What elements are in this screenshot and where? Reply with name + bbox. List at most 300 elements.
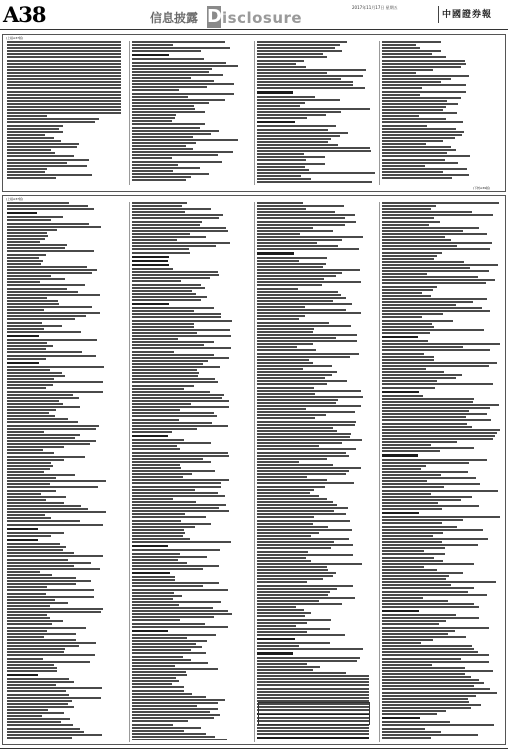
text-line — [7, 87, 121, 89]
text-line — [132, 526, 195, 528]
text-line — [7, 471, 44, 473]
text-line — [132, 708, 218, 710]
text-line — [382, 279, 495, 281]
text-line — [382, 713, 437, 715]
text-line — [257, 135, 340, 137]
text-line — [257, 648, 363, 650]
text-line — [132, 461, 211, 463]
text-line — [132, 659, 191, 661]
text-line — [132, 154, 218, 156]
subheading-line — [7, 539, 38, 541]
text-line — [7, 115, 47, 117]
text-line — [257, 248, 359, 250]
text-line — [132, 102, 209, 104]
header-rule — [0, 29, 508, 30]
text-line — [382, 550, 424, 552]
text-line — [382, 56, 446, 58]
text-line — [257, 495, 319, 497]
text-line — [382, 329, 484, 331]
text-line — [7, 94, 121, 96]
text-line — [257, 288, 298, 290]
text-line — [382, 323, 432, 325]
text-line — [382, 633, 448, 635]
text-line — [7, 391, 103, 393]
text-line — [257, 172, 375, 174]
text-line — [7, 734, 102, 736]
text-line — [257, 66, 306, 68]
text-line — [132, 221, 202, 223]
text-line — [257, 615, 305, 617]
text-line — [382, 125, 427, 127]
text-line — [382, 224, 429, 226]
text-line — [7, 375, 65, 377]
text-line — [382, 239, 451, 241]
text-line — [382, 103, 458, 105]
text-line — [382, 529, 483, 531]
text-line — [382, 310, 490, 312]
text-line — [7, 712, 64, 714]
text-line — [7, 614, 47, 616]
text-line — [382, 423, 467, 425]
text-line — [257, 645, 299, 647]
text-line — [132, 176, 191, 178]
text-line — [257, 368, 303, 370]
text-line — [257, 334, 357, 336]
text-line — [132, 83, 234, 85]
text-line — [132, 93, 234, 95]
subheading-line — [257, 121, 295, 123]
text-line — [132, 428, 197, 430]
text-line — [257, 445, 319, 447]
text-line — [257, 156, 325, 158]
text-line — [7, 596, 94, 598]
text-line — [382, 53, 432, 55]
text-line — [7, 216, 63, 218]
text-line — [132, 489, 195, 491]
text-line — [7, 421, 78, 423]
text-line — [257, 141, 328, 143]
text-line — [257, 588, 337, 590]
text-line — [7, 75, 121, 77]
text-line — [382, 146, 451, 148]
text-line — [382, 109, 443, 111]
text-line — [382, 255, 437, 257]
text-line — [382, 636, 466, 638]
text-line — [132, 375, 198, 377]
text-line — [132, 724, 173, 726]
text-line — [132, 335, 231, 337]
text-line — [257, 681, 369, 683]
text-line — [257, 405, 361, 407]
text-line — [132, 167, 200, 169]
text-line — [382, 374, 462, 376]
text-line — [7, 694, 69, 696]
subheading-line — [132, 303, 169, 305]
text-line — [132, 239, 177, 241]
text-line — [132, 693, 192, 695]
text-line — [7, 44, 121, 46]
text-line — [382, 587, 474, 589]
text-line — [257, 181, 372, 183]
text-line — [132, 211, 185, 213]
text-line — [257, 547, 331, 549]
text-line — [382, 407, 490, 409]
text-line — [132, 619, 180, 621]
text-line — [382, 221, 440, 223]
text-line — [132, 99, 225, 101]
text-line — [382, 522, 442, 524]
text-line — [382, 320, 453, 322]
text-line — [7, 238, 45, 240]
text-line — [382, 673, 465, 675]
text-line — [257, 281, 361, 283]
text-line — [382, 121, 463, 123]
text-line — [132, 739, 227, 740]
text-line — [132, 705, 197, 707]
text-line — [7, 493, 41, 495]
text-line — [257, 380, 347, 382]
text-line — [132, 80, 214, 82]
text-line — [382, 679, 479, 681]
text-line — [132, 310, 194, 312]
text-line — [132, 217, 219, 219]
text-line — [132, 607, 213, 609]
text-line — [257, 473, 346, 475]
text-line — [382, 444, 431, 446]
text-line — [257, 312, 361, 314]
text-line — [382, 316, 422, 318]
text-line — [132, 589, 228, 591]
text-line — [132, 44, 173, 46]
text-line — [257, 452, 346, 454]
text-line — [132, 357, 229, 359]
text-line — [257, 660, 357, 662]
subheading-line — [132, 435, 168, 437]
text-line — [132, 486, 221, 488]
text-line — [7, 229, 57, 231]
section-title-cn: 信息披露 — [150, 11, 199, 25]
text-line — [132, 139, 238, 141]
text-column — [132, 202, 250, 740]
text-line — [257, 684, 369, 686]
text-line — [7, 505, 81, 507]
text-line — [257, 278, 324, 280]
text-line — [132, 293, 196, 295]
text-line — [7, 78, 121, 80]
text-line — [7, 690, 66, 692]
text-line — [257, 572, 336, 574]
text-line — [132, 277, 210, 279]
text-line — [382, 326, 434, 328]
text-line — [132, 686, 184, 688]
text-line — [382, 685, 474, 687]
text-line — [132, 510, 229, 512]
text-line — [7, 328, 44, 330]
text-line — [132, 727, 201, 729]
section-title-en: isclosure — [222, 9, 303, 27]
text-line — [257, 144, 338, 146]
text-line — [7, 571, 40, 573]
text-line — [257, 224, 345, 226]
text-line — [7, 437, 75, 439]
text-line — [382, 654, 489, 656]
text-line — [257, 147, 370, 149]
text-line — [257, 532, 319, 534]
text-line — [382, 566, 424, 568]
text-line — [257, 306, 305, 308]
text-line — [382, 692, 497, 694]
text-line — [132, 711, 210, 713]
text-line — [132, 397, 222, 399]
text-line — [382, 584, 451, 586]
text-line — [382, 165, 425, 167]
text-line — [132, 520, 181, 522]
text-line — [382, 174, 469, 176]
text-line — [7, 617, 50, 619]
text-line — [7, 517, 51, 519]
article-top — [2, 34, 506, 192]
text-line — [257, 102, 305, 104]
text-line — [132, 123, 205, 125]
text-line — [382, 627, 489, 629]
text-line — [257, 153, 304, 155]
text-line — [132, 637, 187, 639]
text-line — [7, 202, 69, 204]
text-line — [257, 411, 355, 413]
text-line — [382, 81, 441, 83]
text-line — [7, 593, 46, 595]
text-line — [7, 654, 95, 656]
subheading-line — [382, 391, 419, 393]
text-line — [382, 441, 457, 443]
text-line — [132, 406, 229, 408]
text-line — [257, 433, 351, 435]
subheading-line — [257, 638, 295, 640]
text-line — [132, 179, 186, 181]
text-line — [132, 425, 228, 427]
text-line — [382, 100, 447, 102]
text-line — [132, 351, 174, 353]
text-line — [132, 592, 174, 594]
text-line — [257, 178, 311, 180]
text-line — [7, 315, 86, 317]
text-line — [7, 499, 46, 501]
text-line — [382, 490, 498, 492]
text-line — [257, 217, 345, 219]
text-line — [7, 524, 103, 526]
subheading-line — [382, 717, 420, 719]
brand-separator — [438, 6, 439, 23]
text-line — [382, 289, 433, 291]
text-line — [382, 245, 457, 247]
text-line — [7, 369, 50, 371]
text-line — [132, 504, 226, 506]
text-line — [7, 434, 80, 436]
text-line — [7, 235, 48, 237]
text-line — [257, 69, 366, 71]
text-line — [7, 681, 74, 683]
text-line — [257, 221, 356, 223]
text-line — [7, 300, 58, 302]
text-line — [7, 508, 88, 510]
text-line — [382, 69, 433, 71]
text-line — [132, 442, 211, 444]
text-line — [382, 447, 474, 449]
subheading-line — [257, 652, 293, 654]
text-line — [132, 77, 191, 79]
column-divider — [129, 41, 130, 185]
text-line — [7, 599, 55, 601]
text-line — [382, 97, 461, 99]
text-line — [382, 544, 478, 546]
text-line — [132, 696, 206, 698]
text-line — [7, 81, 121, 83]
text-line — [257, 448, 356, 450]
text-line — [382, 661, 489, 663]
text-line — [132, 439, 184, 441]
subheading-line — [132, 256, 169, 258]
text-line — [7, 250, 94, 252]
text-line — [382, 493, 431, 495]
text-line — [257, 439, 362, 441]
text-line — [132, 556, 207, 558]
text-line — [382, 505, 479, 507]
text-line — [7, 143, 79, 145]
text-line — [382, 205, 436, 207]
text-line — [132, 111, 205, 113]
text-line — [382, 670, 493, 672]
text-line — [7, 465, 53, 467]
text-line — [132, 388, 184, 390]
text-line — [382, 667, 465, 669]
text-line — [382, 701, 469, 703]
subheading-line — [382, 336, 418, 338]
text-line — [382, 140, 443, 142]
text-line — [257, 340, 357, 342]
text-line — [7, 318, 75, 320]
text-line — [257, 236, 363, 238]
text-line — [7, 351, 82, 353]
text-line — [7, 284, 85, 286]
text-column — [257, 202, 375, 740]
text-line — [382, 301, 473, 303]
text-line — [132, 117, 175, 119]
text-line — [7, 403, 63, 405]
text-line — [132, 549, 220, 551]
text-line — [257, 603, 342, 605]
text-line — [7, 700, 72, 702]
text-line — [132, 130, 219, 132]
text-line — [382, 594, 487, 596]
text-line — [382, 623, 439, 625]
text-line — [132, 341, 214, 343]
subheading-line — [7, 674, 38, 676]
text-line — [382, 332, 430, 334]
text-line — [132, 671, 186, 673]
text-line — [132, 89, 179, 91]
text-line — [257, 526, 328, 528]
text-line — [7, 715, 42, 717]
text-line — [7, 118, 99, 120]
text-line — [257, 612, 311, 614]
text-line — [382, 356, 434, 358]
text-line — [257, 41, 347, 43]
text-line — [7, 511, 106, 513]
text-line — [257, 303, 352, 305]
subheading-line — [132, 54, 169, 56]
text-line — [382, 87, 422, 89]
text-line — [7, 440, 96, 442]
text-line — [382, 658, 461, 660]
text-line — [132, 271, 218, 273]
text-line — [132, 394, 224, 396]
text-line — [257, 697, 369, 699]
text-line — [7, 721, 61, 723]
text-line — [7, 384, 53, 386]
text-line — [382, 617, 479, 619]
text-line — [382, 134, 462, 136]
text-line — [382, 359, 434, 361]
text-line — [382, 450, 440, 452]
text-line — [257, 257, 327, 259]
text-line — [257, 563, 362, 565]
text-line — [382, 642, 421, 644]
text-line — [382, 413, 487, 415]
text-line — [382, 474, 441, 476]
text-line — [132, 41, 225, 43]
subheading-line — [257, 737, 369, 739]
text-line — [382, 499, 461, 501]
subheading-line — [7, 362, 39, 364]
text-line — [132, 290, 192, 292]
text-line — [7, 53, 121, 55]
text-line — [7, 355, 96, 357]
text-line — [382, 112, 457, 114]
text-line — [382, 383, 493, 385]
text-line — [132, 479, 229, 481]
text-line — [382, 106, 446, 108]
text-line — [257, 560, 311, 562]
text-line — [7, 456, 85, 458]
text-line — [257, 99, 340, 101]
text-line — [132, 366, 220, 368]
text-line — [7, 159, 89, 161]
text-line — [257, 544, 353, 546]
text-line — [7, 372, 62, 374]
text-line — [7, 552, 74, 554]
text-line — [257, 108, 370, 110]
text-line — [382, 371, 444, 373]
text-line — [382, 597, 423, 599]
text-line — [7, 661, 90, 663]
text-line — [7, 47, 121, 49]
text-line — [257, 284, 322, 286]
text-line — [7, 56, 121, 58]
text-line — [7, 574, 52, 576]
text-line — [382, 468, 421, 470]
text-line — [382, 242, 492, 244]
text-line — [382, 480, 427, 482]
text-line — [257, 60, 304, 62]
text-line — [7, 706, 74, 708]
text-line — [382, 398, 474, 400]
text-line — [7, 620, 63, 622]
text-line — [7, 378, 54, 380]
text-line — [132, 579, 175, 581]
text-line — [7, 633, 76, 635]
footer-rule — [0, 748, 508, 749]
text-line — [7, 244, 67, 246]
